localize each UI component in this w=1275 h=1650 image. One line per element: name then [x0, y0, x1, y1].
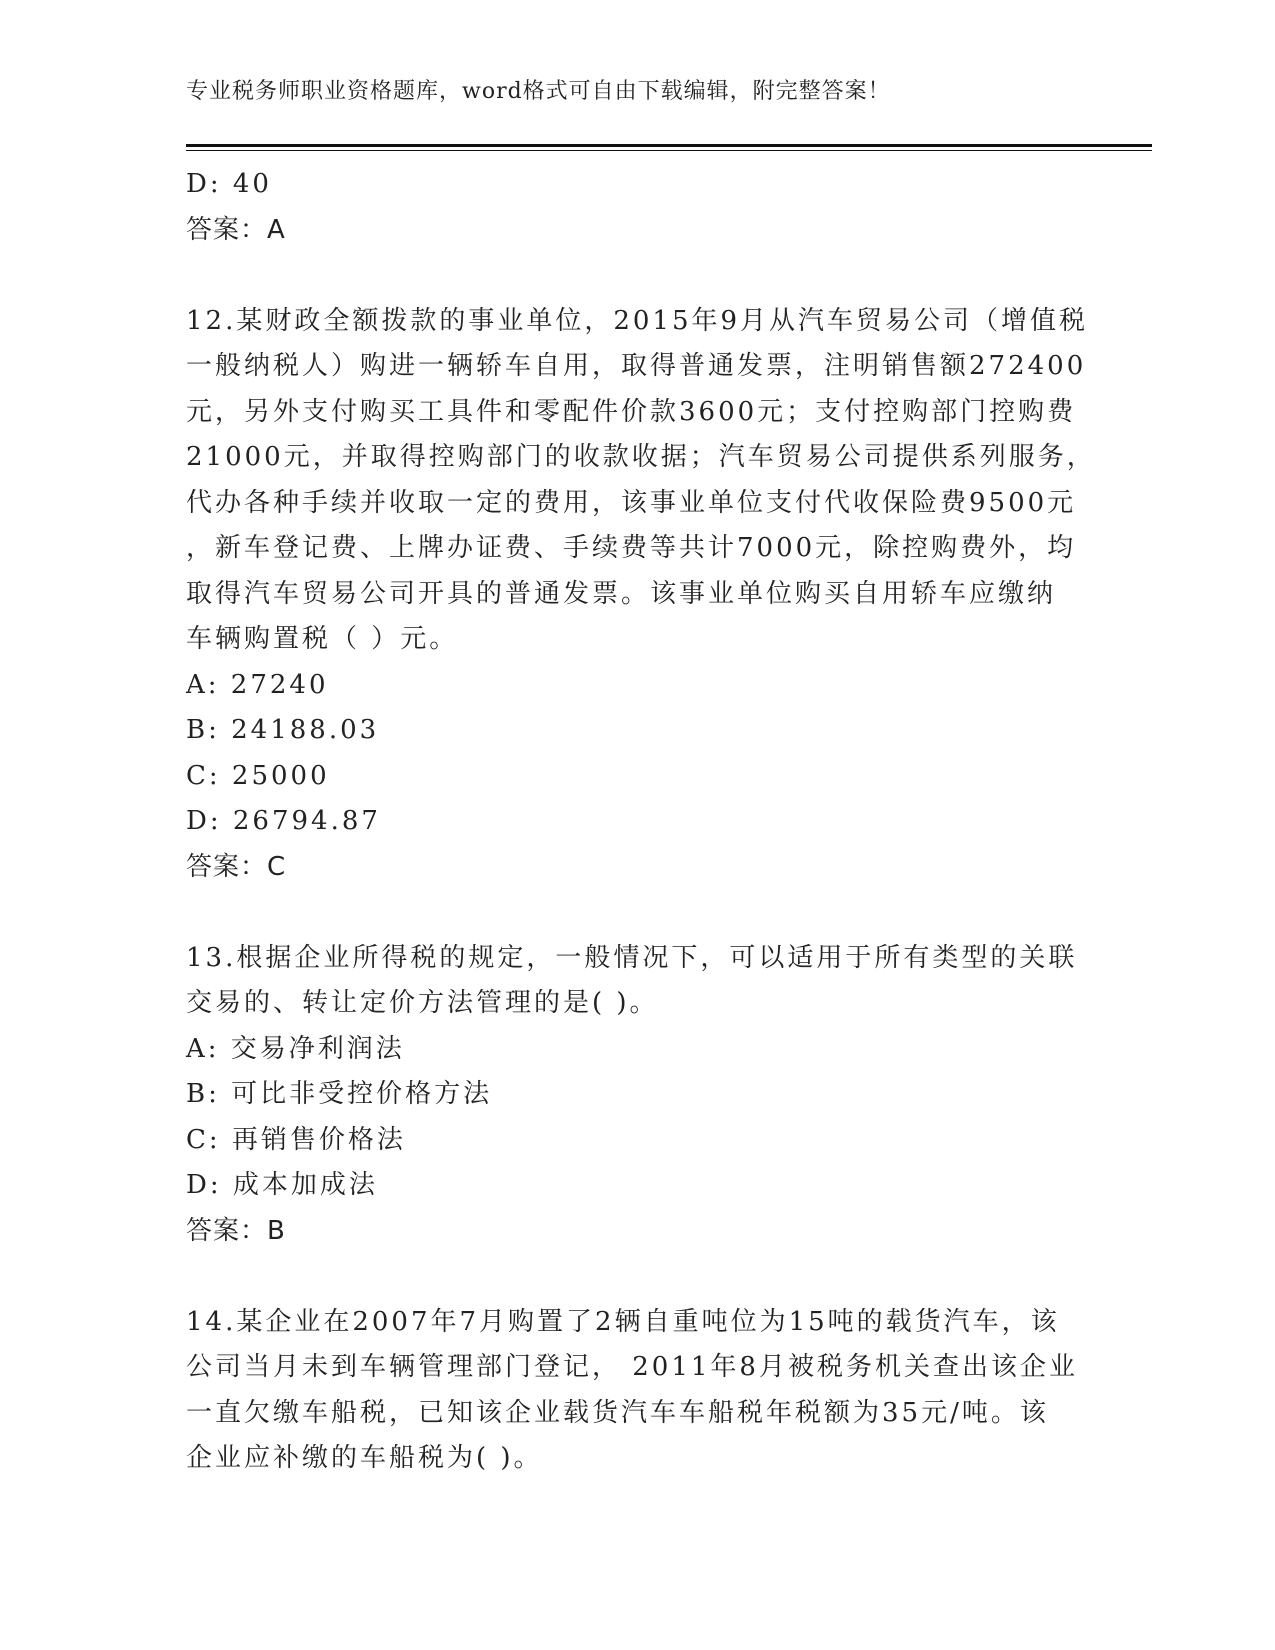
option-c: C: 25000 — [186, 760, 330, 791]
option-b: B: 24188.03 — [186, 715, 380, 745]
question-text-line: 14.某企业在2007年7月购置了2辆自重吨位为15吨的载货汽车，该 — [186, 1306, 1060, 1337]
option-c: C: 再销售价格法 — [186, 1124, 406, 1155]
question-text-line: 13.根据企业所得税的规定，一般情况下，可以适用于所有类型的关联 — [186, 942, 1078, 973]
question-text-line: 元，另外支付购买工具件和零配件价款3600元；支付控购部门控购费 — [186, 396, 1077, 427]
question-text-line: 车辆购置税（ ）元。 — [186, 624, 459, 654]
option-a: A: 交易净利润法 — [186, 1033, 405, 1064]
question-text-line: 代办各种手续并收取一定的费用，该事业单位支付代收保险费9500元 — [186, 487, 1077, 518]
question-14 — [186, 1300, 1086, 1482]
question-13 — [186, 936, 1086, 1255]
option-b: B: 可比非受控价格方法 — [186, 1079, 493, 1109]
option-a: A: 27240 — [186, 669, 329, 700]
question-text-line: 取得汽车贸易公司开具的普通发票。该事业单位购买自用轿车应缴纳 — [186, 578, 1057, 609]
question-text-line: 企业应补缴的车船税为( )。 — [186, 1443, 543, 1473]
header-rule-thick — [186, 144, 1152, 147]
option-d: D: 26794.87 — [186, 806, 381, 836]
answer: 答案：B — [186, 1215, 286, 1246]
question-text-line: 公司当月未到车辆管理部门登记， 2011年8月被税务机关查出该企业 — [186, 1352, 1078, 1382]
question-text-line: 一般纳税人）购进一辆轿车自用，取得普通发票，注明销售额272400 — [186, 351, 1087, 381]
page-header: 专业税务师职业资格题库，word格式可自由下载编辑，附完整答案！ — [186, 79, 891, 104]
header-rule-thin — [186, 150, 1152, 151]
question-text-line: 21000元，并取得控购部门的收款收据；汽车贸易公司提供系列服务， — [186, 442, 1096, 472]
question-text-line: 一直欠缴车船税，已知该企业载货汽车车船税年税额为35元/吨。该 — [186, 1397, 1049, 1428]
option-d: D: 成本加成法 — [186, 1170, 378, 1200]
option-d: D: 40 — [186, 169, 272, 199]
answer: 答案：A — [186, 214, 286, 245]
question-content — [186, 162, 1096, 1482]
answer: 答案：C — [186, 851, 287, 882]
question-text-line: 12.某财政全额拨款的事业单位，2015年9月从汽车贸易公司（增值税 — [186, 305, 1089, 336]
question-text-line: ，新车登记费、上牌办证费、手续费等共计7000元，除控购费外，均 — [186, 533, 1077, 563]
question-text-line: 交易的、转让定价方法管理的是( )。 — [186, 988, 659, 1018]
question-12 — [186, 299, 1096, 891]
